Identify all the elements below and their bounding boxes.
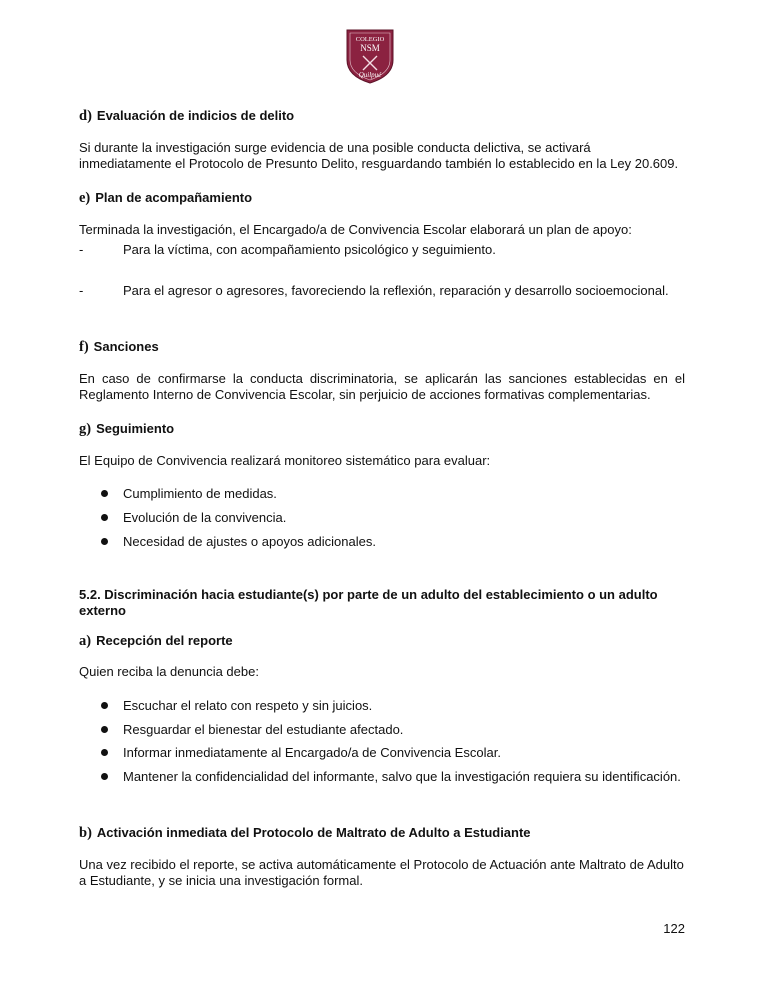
section-b-heading [79,825,531,841]
section-g-heading [79,421,174,437]
list-item: Para la víctima, con acompañamiento psicológico y seguimiento. [123,242,496,257]
list-item: Evolución de la convivencia. [123,510,287,525]
school-crest-logo [341,26,399,86]
logo-line-quilpue: Quilpué [358,71,382,79]
section-a-letter: a) [79,633,92,649]
section-g-title: Seguimiento [96,421,175,436]
logo-line-nsm: NSM [360,43,380,53]
section-d-body: Si durante la investigación surge evidencia de una posible conducta delictiva, se activará inmediatamente el Protocolo de Presunto Delito, resguardando también lo establecido en la Ley 20.609. [79,140,679,171]
section-g-intro: El Equipo de Convivencia realizará monitoreo sistemático para evaluar: [79,453,491,468]
section-f-letter: f) [79,339,89,355]
bullet-icon [101,702,108,709]
section-e-letter: e) [79,190,91,206]
section-e-heading [79,190,252,206]
list-item: Resguardar el bienestar del estudiante afectado. [123,722,404,737]
dash-marker: - [79,283,84,298]
list-item: Para el agresor o agresores, favoreciendo la reflexión, reparación y desarrollo socioemocional. [123,283,669,298]
logo-line-colegio: COLEGIO [355,36,385,43]
section-d-title: Evaluación de indicios de delito [96,108,295,123]
bullet-icon [101,490,108,497]
bullet-icon [101,749,108,756]
page-number: 122 [663,921,685,936]
bullet-icon [101,514,108,521]
list-item: Informar inmediatamente al Encargado/a de Convivencia Escolar. [123,745,501,760]
dash-marker: - [79,242,84,257]
bullet-icon [101,773,108,780]
list-item: Mantener la confidencialidad del informante, salvo que la investigación requiera su identificación. [123,769,681,784]
list-item: Cumplimiento de medidas. [123,486,277,501]
section-a-intro: Quien reciba la denuncia debe: [79,664,259,679]
section-e-intro: Terminada la investigación, el Encargado/a de Convivencia Escolar elaborará un plan de apoyo: [79,222,632,237]
section-b-title: Activación inmediata del Protocolo de Maltrato de Adulto a Estudiante [96,825,531,840]
section-g-letter: g) [79,421,92,437]
section-f-body: En caso de confirmarse la conducta discriminatoria, se aplicarán las sanciones establecidas en el Reglamento Interno de Convivencia Escolar, sin perjuicio de acciones formativas complementarias. [79,371,685,402]
bullet-icon [101,726,108,733]
section-5-2-title: 5.2. Discriminación hacia estudiante(s) por parte de un adulto del establecimiento o un adulto externo [79,587,658,618]
section-a-heading [79,633,233,649]
section-b-body: Una vez recibido el reporte, se activa automáticamente el Protocolo de Actuación ante Maltrato de Adulto a Estudiante, y se inicia una investigación formal. [79,857,684,888]
section-f-title: Sanciones [93,339,159,354]
section-e-title: Plan de acompañamiento [95,190,253,205]
bullet-icon [101,538,108,545]
section-b-letter: b) [79,825,92,841]
section-d-heading [79,108,294,124]
section-a-title: Recepción del reporte [96,633,233,648]
section-f-heading [79,339,159,355]
list-item: Escuchar el relato con respeto y sin juicios. [123,698,373,713]
list-item: Necesidad de ajustes o apoyos adicionales. [123,534,376,549]
section-d-letter: d) [79,108,92,124]
